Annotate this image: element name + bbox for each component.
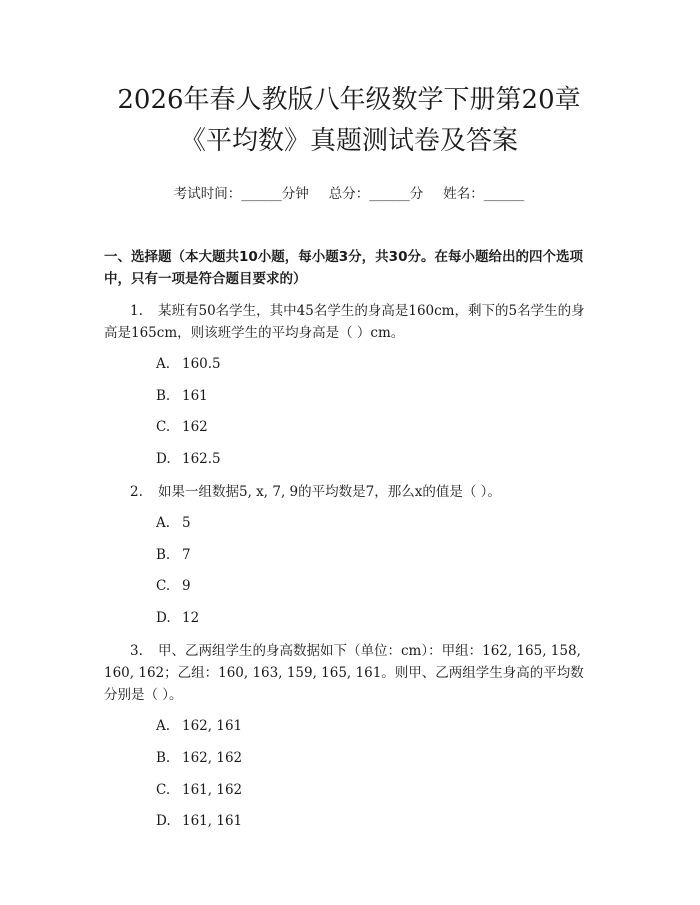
option-letter: D.: [156, 610, 171, 627]
option-text: 162: [182, 419, 208, 436]
option-text: 161, 162: [182, 781, 243, 798]
question-text: 某班有50名学生，其中45名学生的身高是160cm，剩下的5名学生的身高是165cm，则该班学生的平均身高是（ ）cm。: [104, 303, 585, 341]
option-b: [156, 545, 594, 565]
option-letter: B.: [156, 749, 171, 766]
question-3-options: [104, 716, 594, 831]
page-title-line-1: 2026年春人教版八年级数学下册第20章: [117, 85, 581, 115]
option-text: 7: [182, 546, 191, 563]
option-text: 160.5: [182, 356, 221, 372]
page-title-line-2: 《平均数》真题测试卷及答案: [179, 126, 518, 156]
question-number: 1.: [130, 303, 143, 319]
question-2: [104, 481, 594, 503]
option-a: [156, 716, 594, 736]
option-c: [156, 417, 594, 437]
option-d: [156, 449, 594, 469]
option-text: 162, 161: [182, 718, 243, 735]
option-letter: D.: [156, 451, 171, 468]
question-number: 2.: [130, 484, 143, 501]
question-number: 3.: [130, 643, 143, 660]
question-3: [104, 640, 594, 706]
option-a: [156, 513, 594, 533]
option-letter: B.: [156, 546, 171, 563]
option-letter: C.: [156, 578, 171, 595]
option-c: [156, 576, 594, 596]
question-text: 甲、乙两组学生的身高数据如下（单位：cm）：甲组：162, 165, 158, 160, 162；乙组：160, 163, 159, 165, 161。则甲、乙两组学生身高的平均数分别是（ ）。: [104, 643, 584, 704]
option-letter: D.: [156, 813, 171, 830]
student-name-field: 姓名：______: [443, 186, 525, 202]
section-heading-multiple-choice: 一、选择题（本大题共10小题，每小题3分，共30分。在每小题给出的四个选项中，只有一项是符合题目要求的）: [104, 249, 583, 287]
option-c: [156, 780, 594, 800]
option-text: 9: [182, 578, 191, 595]
option-letter: A.: [156, 718, 171, 735]
option-text: 161, 161: [182, 813, 243, 830]
option-text: 12: [182, 610, 200, 627]
option-letter: C.: [156, 781, 171, 798]
exam-time-field: 考试时间：______分钟: [173, 186, 309, 202]
option-b: [156, 386, 594, 406]
option-text: 161: [182, 387, 208, 404]
question-1-options: [104, 354, 594, 469]
total-score-field: 总分：______分: [328, 186, 424, 202]
option-text: 162, 162: [182, 749, 243, 766]
option-text: 162.5: [182, 451, 221, 468]
option-b: [156, 748, 594, 768]
option-d: [156, 608, 594, 628]
option-a: [156, 354, 594, 374]
option-letter: A.: [156, 356, 171, 372]
option-letter: A.: [156, 515, 171, 532]
option-d: [156, 811, 594, 831]
option-text: 5: [182, 515, 191, 532]
option-letter: C.: [156, 419, 171, 436]
option-letter: B.: [156, 387, 171, 404]
exam-meta: [104, 184, 594, 204]
question-text: 如果一组数据5, x, 7, 9的平均数是7，那么x的值是（ ）。: [158, 484, 501, 501]
question-1: [104, 300, 594, 344]
question-2-options: [104, 513, 594, 628]
